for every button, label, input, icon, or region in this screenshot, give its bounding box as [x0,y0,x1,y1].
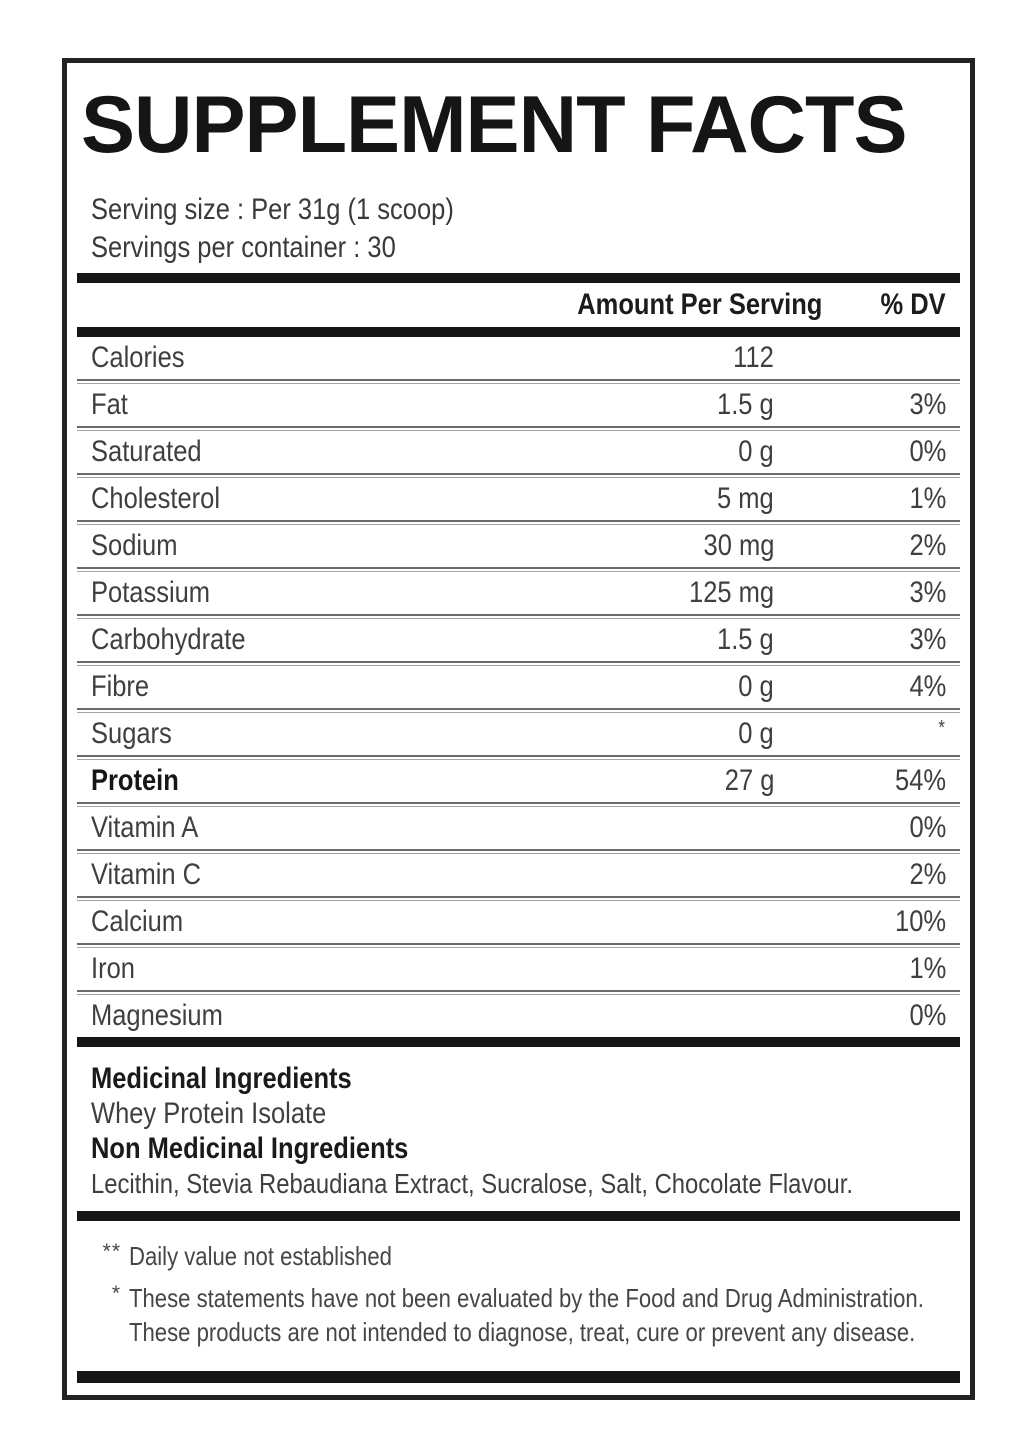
non-medicinal-ingredients-heading: Non Medicinal Ingredients [91,1132,409,1165]
nutrient-amount: 1.5 g [717,388,774,421]
nutrient-name: Vitamin A [91,811,199,844]
nutrient-name: Vitamin C [91,858,202,891]
nutrient-row-vitamin-a [77,807,960,849]
nutrient-dv-asterisk: * [938,716,946,739]
nutrient-name: Fat [91,388,128,421]
nutrient-amount: 0 g [738,670,774,703]
nutrient-dv: 3% [909,623,946,656]
nutrient-amount: 5 mg [717,482,774,515]
nutrient-dv: 4% [909,670,946,703]
nutrient-row-vitamin-c [77,854,960,896]
non-medicinal-ingredients-value: Lecithin, Stevia Rebaudiana Extract, Sucralose, Salt, Chocolate Flavour. [91,1168,854,1199]
nutrient-row-calcium [77,901,960,943]
nutrient-name: Sugars [91,717,172,750]
nutrient-amount: 112 [733,341,774,374]
thick-divider-header [77,327,960,337]
nutrient-amount: 30 mg [703,529,774,562]
nutrient-name: Saturated [91,435,202,468]
nutrient-dv: 2% [909,529,946,562]
nutrient-row-carbohydrate [77,619,960,661]
supplement-facts-panel [62,58,975,1400]
footnote-text-line2: These products are not intended to diagnose, treat, cure or prevent any disease. [129,1317,916,1347]
footnote-daily-value [91,1239,970,1273]
nutrient-dv: 1% [909,482,946,515]
nutrient-dv: 3% [909,388,946,421]
nutrient-dv: 2% [909,858,946,891]
asterisk-marker: * [111,1282,121,1305]
medicinal-ingredients-heading: Medicinal Ingredients [91,1062,352,1095]
nutrient-dv: 0% [909,999,946,1032]
nutrient-row-fat [77,384,960,426]
nutrient-row-calories [77,337,960,379]
nutrient-dv: 3% [909,576,946,609]
amount-per-serving-header: Amount Per Serving [576,288,822,321]
nutrient-name: Protein [91,764,179,797]
nutrient-name: Carbohydrate [91,623,246,656]
serving-size-line: Serving size : Per 31g (1 scoop) [91,193,454,226]
thick-divider-footnotes [77,1211,960,1221]
nutrient-dv: 0% [909,811,946,844]
nutrient-row-cholesterol [77,478,960,520]
percent-dv-header: % DV [880,288,946,321]
nutrient-amount: 125 mg [688,576,774,609]
footnote-text: Daily value not established [129,1241,392,1271]
footnote-text-line1: These statements have not been evaluated by the Food and Drug Administration. [129,1283,924,1313]
nutrient-dv: 54% [894,764,946,797]
ingredients-section [67,1047,970,1211]
nutrient-name: Calories [91,341,185,374]
nutrient-name: Fibre [91,670,150,703]
nutrient-row-saturated [77,431,960,473]
nutrient-name: Sodium [91,529,178,562]
footnotes-section [91,1239,970,1349]
medicinal-ingredients-value: Whey Protein Isolate [91,1097,327,1130]
nutrient-row-potassium [77,572,960,614]
serving-info [91,191,970,267]
nutrient-table [77,337,960,1037]
nutrient-amount: 0 g [738,435,774,468]
nutrient-row-protein [77,760,960,802]
nutrient-row-iron [77,948,960,990]
table-header-row [77,283,960,327]
nutrient-amount: 27 g [724,764,774,797]
thick-divider-top [77,273,960,283]
nutrient-row-sodium [77,525,960,567]
nutrient-name: Potassium [91,576,211,609]
nutrient-name: Calcium [91,905,184,938]
nutrient-row-fibre [77,666,960,708]
nutrient-row-sugars [77,713,960,755]
label-title: SUPPLEMENT FACTS [81,80,907,170]
nutrient-name: Magnesium [91,999,223,1032]
nutrient-row-magnesium [77,995,960,1037]
nutrient-amount: 0 g [738,717,774,750]
double-asterisk-marker: ** [102,1240,121,1263]
thick-divider-ingredients [77,1037,960,1047]
nutrient-name: Iron [91,952,135,985]
servings-per-container-line: Servings per container : 30 [91,231,396,264]
nutrient-dv: 0% [909,435,946,468]
footnote-fda-disclaimer [91,1281,970,1349]
nutrient-name: Cholesterol [91,482,220,515]
nutrient-dv: 1% [909,952,946,985]
nutrient-dv: 10% [894,905,946,938]
nutrient-amount: 1.5 g [717,623,774,656]
thick-divider-bottom [77,1371,960,1383]
